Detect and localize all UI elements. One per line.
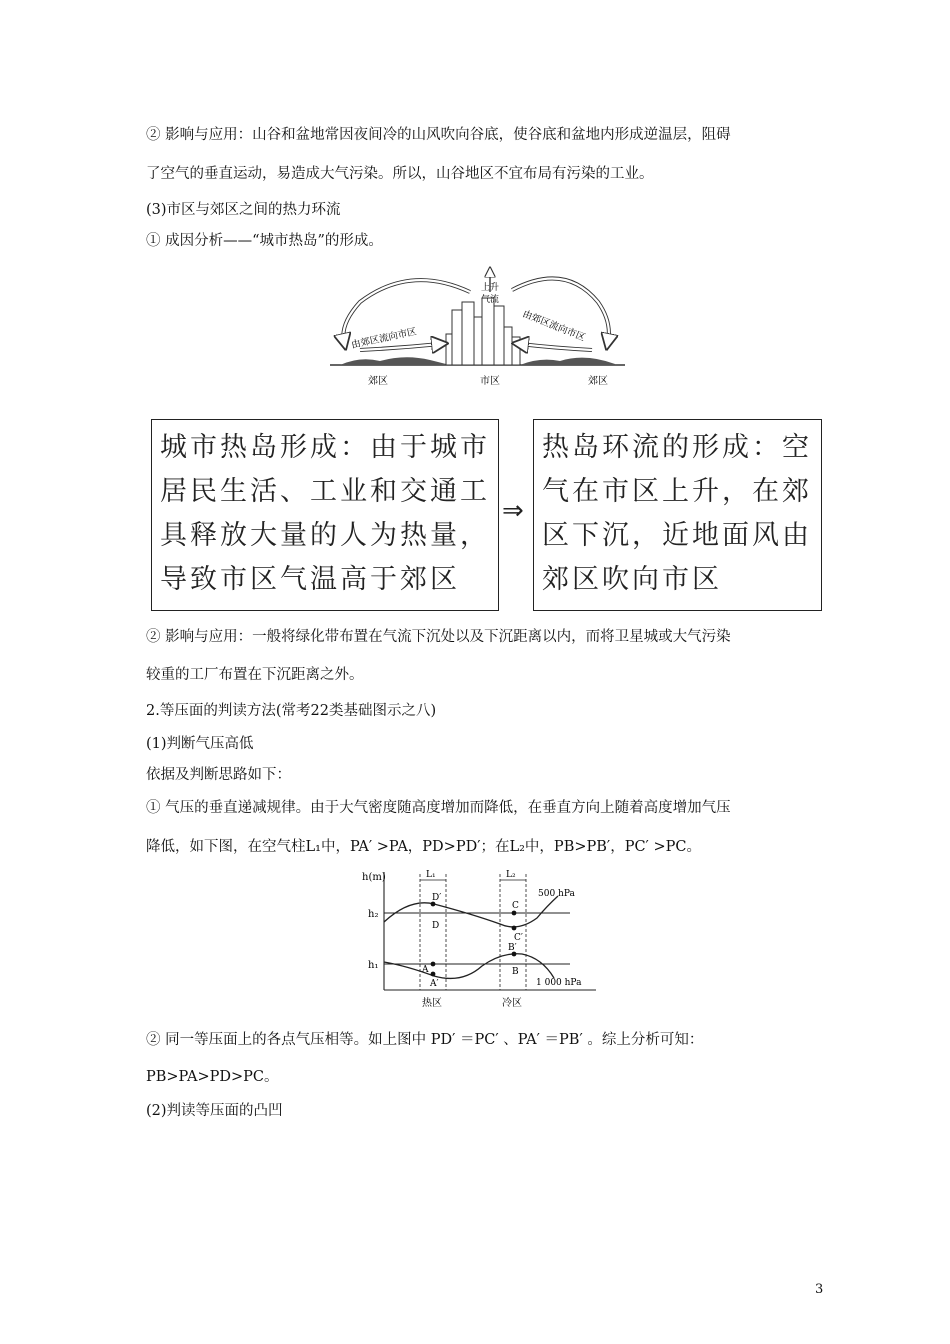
L2-label: L₂ (506, 870, 516, 880)
point-B-prime: B′ (508, 943, 517, 953)
box2-line: 郊区吹向市区 (542, 564, 722, 595)
section-heading: (3)市区与郊区之间的热力环流 (146, 202, 341, 218)
label-left-flow: 由郊区流向市区 (350, 326, 418, 351)
paragraph-text: PB>PA>PD>PC。 (146, 1069, 279, 1085)
point-A: A (422, 965, 429, 975)
label-hot-zone: 热区 (422, 998, 442, 1009)
double-arrow-icon: ⇒ (502, 496, 524, 526)
box1-line: 居民生活、工业和交通工 (160, 476, 490, 507)
label-suburb-left: 郊区 (368, 376, 388, 387)
label-cold-zone: 冷区 (502, 998, 522, 1009)
paragraph-text: 降低，如下图，在空气柱L₁中，PA′ >PA，PD>PD′；在L₂中，PB>PB′，PC′ >PC。 (146, 839, 701, 855)
paragraph-text: 依据及判断思路如下： (146, 767, 291, 783)
h2-label: h₂ (368, 909, 379, 920)
point-B: B (512, 967, 519, 977)
heat-island-formation-box (151, 419, 499, 611)
label-rising-air: 上升 (481, 283, 500, 293)
paragraph-text: ① 气压的垂直递减规律。由于大气密度随高度增加而降低，在垂直方向上随着高度增加气压 (146, 800, 731, 816)
box1-line: 导致市区气温高于郊区 (160, 564, 460, 595)
box2-line: 区下沉，近地面风由 (542, 520, 812, 551)
label-500hpa: 500 hPa (538, 889, 575, 899)
label-1000hpa: 1 000 hPa (536, 978, 582, 988)
box1-line: 具释放大量的人为热量， (160, 520, 490, 551)
y-axis-label: h(m) (362, 872, 386, 883)
isobaric-surface-diagram (362, 866, 602, 1014)
paragraph-text: 了空气的垂直运动，易造成大气污染。所以，山谷地区不宜布局有污染的工业。 (146, 166, 654, 182)
paragraph-text: ② 同一等压面上的各点气压相等。如上图中 PD′ ＝PC′ 、PA′ ＝PB′ 。综上分析可知： (146, 1032, 704, 1048)
box1-line: 城市热岛形成：由于城市 (160, 432, 490, 463)
L1-label: L₁ (426, 870, 436, 880)
point-C-prime: C′ (514, 933, 523, 943)
section-heading: 2.等压面的判读方法(常考22类基础图示之八) (146, 703, 437, 719)
heat-island-diagram (330, 262, 625, 390)
page-number: 3 (815, 1282, 824, 1297)
point-D-prime: D′ (432, 893, 442, 903)
h1-label: h₁ (368, 960, 379, 971)
heat-island-circulation-box (533, 419, 822, 611)
section-heading: (1)判断气压高低 (146, 736, 254, 752)
paragraph-text: ② 影响与应用：一般将绿化带布置在气流下沉处以及下沉距离以内，而将卫星城或大气污染 (146, 629, 731, 645)
label-rising-air-2: 气流 (481, 295, 500, 305)
paragraph-text: ① 成因分析——“城市热岛”的形成。 (146, 233, 383, 249)
section-heading: (2)判读等压面的凸凹 (146, 1103, 283, 1119)
box2-line: 热岛环流的形成：空 (542, 432, 812, 463)
point-D: D (432, 921, 440, 931)
paragraph-text: 较重的工厂布置在下沉距离之外。 (146, 667, 364, 683)
label-suburb-right: 郊区 (588, 376, 608, 387)
label-city: 市区 (480, 376, 500, 387)
point-A-prime: A′ (430, 979, 439, 989)
label-right-flow: 由郊区流向市区 (520, 308, 587, 344)
point-C: C (512, 901, 519, 911)
paragraph-text: ② 影响与应用：山谷和盆地常因夜间冷的山风吹向谷底，使谷底和盆地内形成逆温层，阻碍 (146, 127, 731, 143)
box2-line: 气在市区上升，在郊 (542, 476, 812, 507)
